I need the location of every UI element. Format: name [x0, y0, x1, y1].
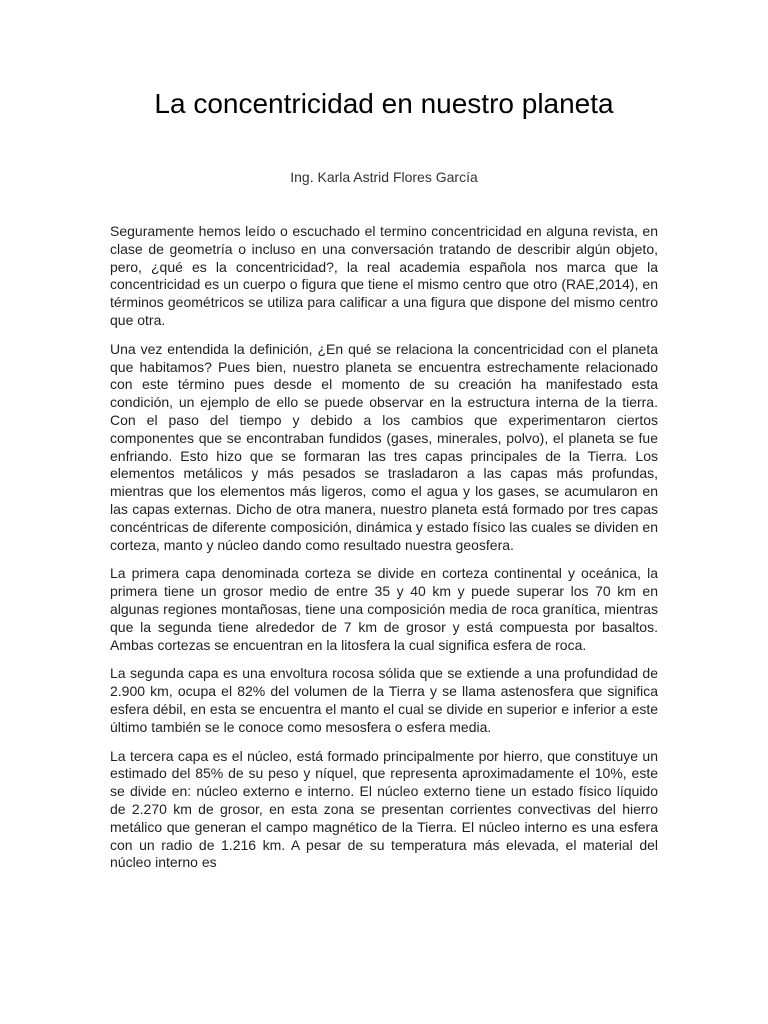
paragraph-5: La tercera capa es el núcleo, está formado principalmente por hierro, que constituye un estimado del 85% de su peso y níquel, que representa aproximadamente el 10%, este se divide en: núcleo externo e interno. El núcleo externo tiene un estado físico líquido de 2.270 km de grosor, en esta zona se presentan corrientes convectivas del hierro metálico que generan el campo magnético de la Tierra. El núcleo interno es una esfera con un radio de 1.216 km. A pesar de su temperatura más elevada, el material del núcleo interno es	[110, 747, 658, 871]
document-author: Ing. Karla Astrid Flores García	[290, 169, 478, 185]
document-body	[110, 223, 658, 883]
paragraph-3: La primera capa denominada corteza se divide en corteza continental y oceánica, la primera tiene un grosor medio de entre 35 y 40 km y puede superar los 70 km en algunas regiones montañosas, tiene una composición media de roca granítica, mientras que la segunda tiene alrededor de 7 km de grosor y está compuesta por basaltos. Ambas cortezas se encuentran en la litosfera la cual significa esfera de roca.	[110, 565, 658, 653]
document-title: La concentricidad en nuestro planeta	[154, 88, 614, 119]
paragraph-4: La segunda capa es una envoltura rocosa sólida que se extiende a una profundidad de 2.900 km, ocupa el 82% del volumen de la Tierra y se llama astenosfera que significa esfera débil, en esta se encuentra el manto el cual se divide en superior e inferior a este último también se le conoce como mesosfera o esfera media.	[110, 665, 658, 735]
paragraph-2: Una vez entendida la definición, ¿En qué se relaciona la concentricidad con el planeta que habitamos? Pues bien, nuestro planeta se encuentra estrechamente relacionado con este término pues desde el momento de su creación ha manifestado esta condición, un ejemplo de ello se puede observar en la estructura interna de la tierra. Con el paso del tiempo y debido a los cambios que experimentaron ciertos componentes que se encontraban fundidos (gases, minerales, polvo), el planeta se fue enfriando. Esto hizo que se formaran las tres capas principales de la Tierra. Los elementos metálicos y más pesados se trasladaron a las capas más profundas, mientras que los elementos más ligeros, como el agua y los gases, se acumularon en las capas externas. Dicho de otra manera, nuestro planeta está formado por tres capas concéntricas de diferente composición, dinámica y estado físico las cuales se dividen en corteza, manto y núcleo dando como resultado nuestra geosfera.	[110, 340, 658, 553]
paragraph-1: Seguramente hemos leído o escuchado el termino concentricidad en alguna revista, en clase de geometría o incluso en una conversación tratando de describir algún objeto, pero, ¿qué es la concentricidad?, la real academia española nos marca que la concentricidad es un cuerpo o figura que tiene el mismo centro que otro (RAE,2014), en términos geométricos se utiliza para calificar a una figura que dispone del mismo centro que otra.	[110, 223, 658, 328]
